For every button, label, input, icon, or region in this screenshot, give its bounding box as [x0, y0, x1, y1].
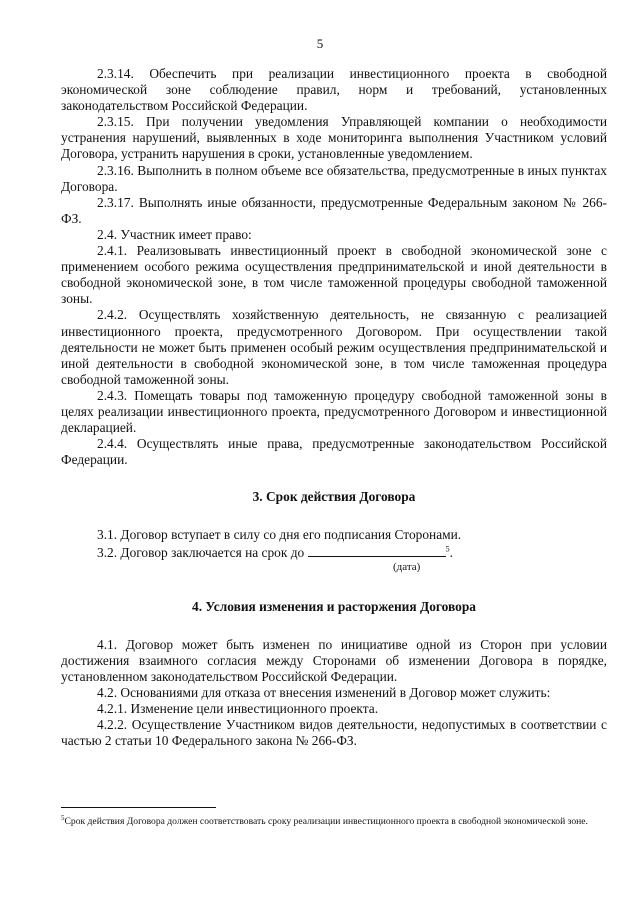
clause-2-3-17: 2.3.17. Выполнять иные обязанности, предусмотренные Федеральным законом № 266-ФЗ.	[61, 194, 607, 226]
clause-3-2-period: .	[449, 544, 453, 560]
clause-3-2	[61, 544, 607, 561]
footnote-text: Срок действия Договора должен соответствовать сроку реализации инвестиционного проекта в свободной экономической зоне.	[64, 816, 588, 828]
date-caption: (дата)	[393, 560, 421, 573]
page-number: 5	[316, 36, 324, 51]
clause-2-4-4: 2.4.4. Осуществлять иные права, предусмотренные законодательством Российской Федерации.	[61, 436, 607, 468]
clause-4-1: 4.1. Договор может быть изменен по инициативе одной из Сторон при условии достижения взаимного согласия между Сторонами об изменении Договора в порядке, установленном законодательством Российской Федерации.	[61, 636, 607, 684]
footnote	[61, 812, 607, 828]
clause-2-3-14: 2.3.14. Обеспечить при реализации инвестиционного проекта в свободной экономической зоне соблюдение правил, норм и требований, установленных законодательством Российской Федерации.	[61, 66, 607, 114]
clause-4-2-1: 4.2.1. Изменение цели инвестиционного проекта.	[97, 701, 379, 717]
footnote-mark: 5	[61, 814, 65, 822]
clause-2-3-16: 2.3.16. Выполнить в полном объеме все обязательства, предусмотренные в иных пунктах Договора.	[61, 162, 607, 194]
clause-2-4-1: 2.4.1. Реализовывать инвестиционный проект в свободной экономической зоне с применением особого режима осуществления предпринимательской и иной деятельности в свободной экономической зоне, в том числе таможенной процедуры свободной таможенной зоны.	[61, 243, 607, 307]
section-4-heading: 4. Условия изменения и расторжения Договора	[192, 598, 476, 614]
clause-2-3-15: 2.3.15. При получении уведомления Управляющей компании о необходимости устранения нарушений, выявленных в ходе мониторинга выполнения Участником условий Договора, устранить нарушения в сроки, установленные уведомлением.	[61, 114, 607, 162]
footnote-separator	[61, 807, 216, 808]
date-blank-line	[308, 544, 446, 557]
clause-2-4-2: 2.4.2. Осуществлять хозяйственную деятельность, не связанную с реализацией инвестиционного проекта, предусмотренного Договором. При осуществлении такой деятельности не может быть применен особый режим осуществления предпринимательской и иной деятельности в свободной экономической зоне, в том числе таможенная процедура свободной таможенной зоны.	[61, 307, 607, 387]
clause-4-2-2: 4.2.2. Осуществление Участником видов деятельности, недопустимых в соответствии с частью 2 статьи 10 Федерального закона № 266-ФЗ.	[61, 717, 607, 749]
document-body	[61, 66, 607, 749]
clause-2-4-3: 2.4.3. Помещать товары под таможенную процедуру свободной таможенной зоны в целях реализации инвестиционного проекта, предусмотренного Договором и инвестиционной декларацией.	[61, 387, 607, 436]
clause-3-1: 3.1. Договор вступает в силу со дня его подписания Сторонами.	[97, 527, 462, 543]
section-3-heading: 3. Срок действия Договора	[252, 489, 416, 505]
clause-3-2-text: 3.2. Договор заключается на срок до	[97, 544, 305, 560]
clause-2-4: 2.4. Участник имеет право:	[97, 226, 252, 242]
footnote-ref: 5	[445, 544, 450, 554]
clause-4-2: 4.2. Основаниями для отказа от внесения изменений в Договор может служить:	[97, 685, 551, 700]
